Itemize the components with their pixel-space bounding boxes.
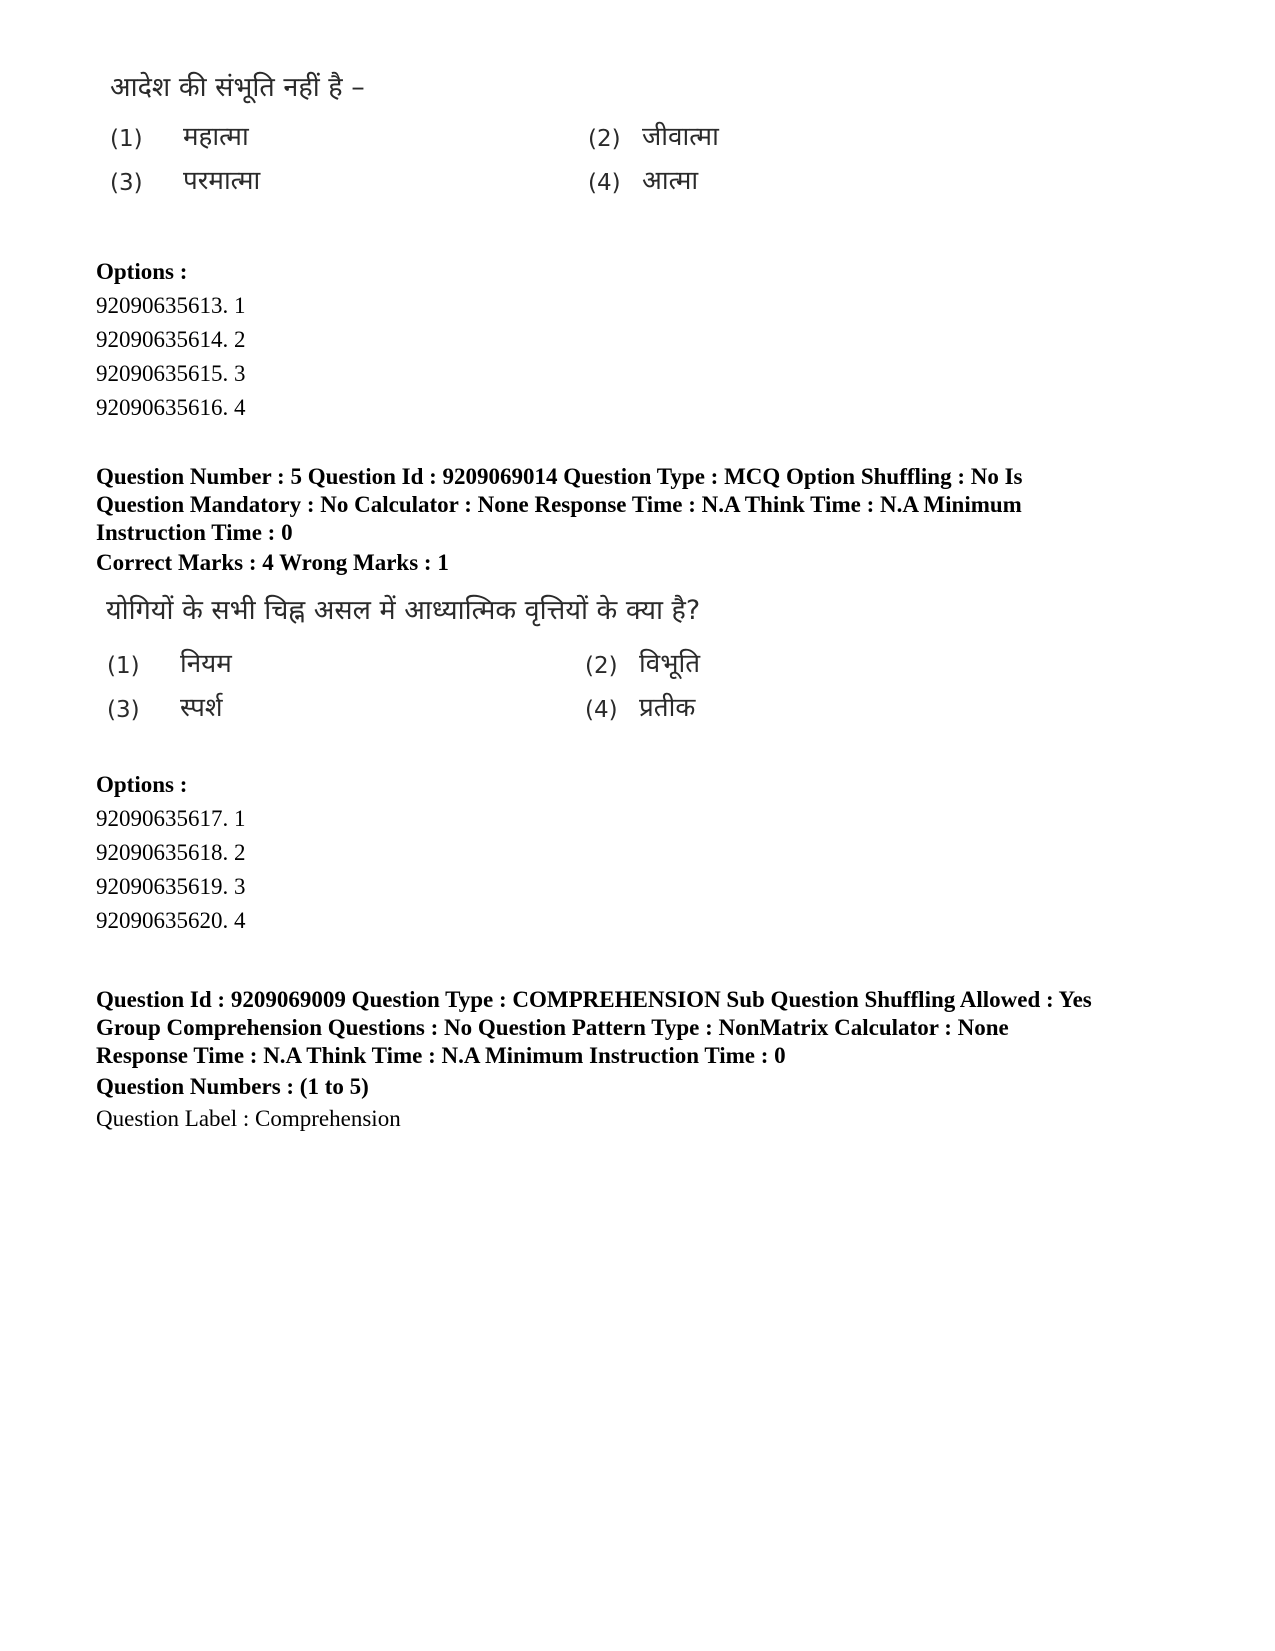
q5-meta — [96, 463, 1206, 547]
q5-meta-line-2: Question Mandatory : No Calculator : None Response Time : N.A Think Time : N.A Minimum — [96, 492, 1022, 517]
q5-choice-4-number: (4) — [585, 697, 618, 723]
q5-marks: Correct Marks : 4 Wrong Marks : 1 — [96, 550, 449, 575]
q5-choice-3-number: (3) — [107, 697, 140, 723]
q4-choice-3-text: परमात्मा — [183, 166, 261, 196]
option-item: 92090635615. 3 — [96, 361, 246, 386]
option-item: 92090635620. 4 — [96, 908, 246, 933]
q4-question-text: आदेश की संभूति नहीं है – — [110, 72, 365, 103]
comprehension-meta-line-1: Question Id : 9209069009 Question Type : COMPREHENSION Sub Question Shuffling Allowed : Yes — [96, 987, 1092, 1012]
q5-choice-3-text: स्पर्श — [180, 693, 223, 723]
q4-choice-4-number: (4) — [588, 170, 621, 196]
q5-choice-2-number: (2) — [585, 653, 618, 679]
q5-options-label: Options : — [96, 772, 188, 797]
q4-choice-2-text: जीवात्मा — [642, 122, 719, 152]
option-item: 92090635617. 1 — [96, 806, 246, 831]
q4-choice-4-text: आत्मा — [642, 166, 699, 196]
q5-choice-4-text: प्रतीक — [639, 693, 696, 723]
q4-choice-2-number: (2) — [588, 126, 621, 152]
option-item: 92090635613. 1 — [96, 293, 246, 318]
option-item: 92090635618. 2 — [96, 840, 246, 865]
comprehension-meta — [96, 986, 1226, 1070]
q5-meta-line-1: Question Number : 5 Question Id : 9209069014 Question Type : MCQ Option Shuffling : No Is — [96, 464, 1023, 489]
comprehension-meta-line-3: Response Time : N.A Think Time : N.A Minimum Instruction Time : 0 — [96, 1043, 786, 1068]
q4-choice-1-number: (1) — [110, 126, 143, 152]
q5-choice-2-text: विभूति — [639, 649, 701, 679]
q4-options-label: Options : — [96, 259, 188, 284]
option-item: 92090635619. 3 — [96, 874, 246, 899]
q4-choice-3-number: (3) — [110, 170, 143, 196]
q4-choice-1-text: महात्मा — [183, 122, 249, 152]
q5-meta-line-3: Instruction Time : 0 — [96, 520, 293, 545]
option-item: 92090635614. 2 — [96, 327, 246, 352]
q5-choice-1-text: नियम — [180, 649, 232, 679]
q5-choice-1-number: (1) — [107, 653, 140, 679]
comprehension-meta-line-2: Group Comprehension Questions : No Question Pattern Type : NonMatrix Calculator : None — [96, 1015, 1009, 1040]
option-item: 92090635616. 4 — [96, 395, 246, 420]
q4-options-list — [96, 289, 246, 425]
q5-question-text: योगियों के सभी चिह्न असल में आध्यात्मिक वृत्तियों के क्या है? — [106, 595, 701, 626]
comprehension-question-numbers: Question Numbers : (1 to 5) — [96, 1074, 369, 1099]
q5-options-list — [96, 802, 246, 938]
comprehension-question-label: Question Label : Comprehension — [96, 1106, 401, 1131]
